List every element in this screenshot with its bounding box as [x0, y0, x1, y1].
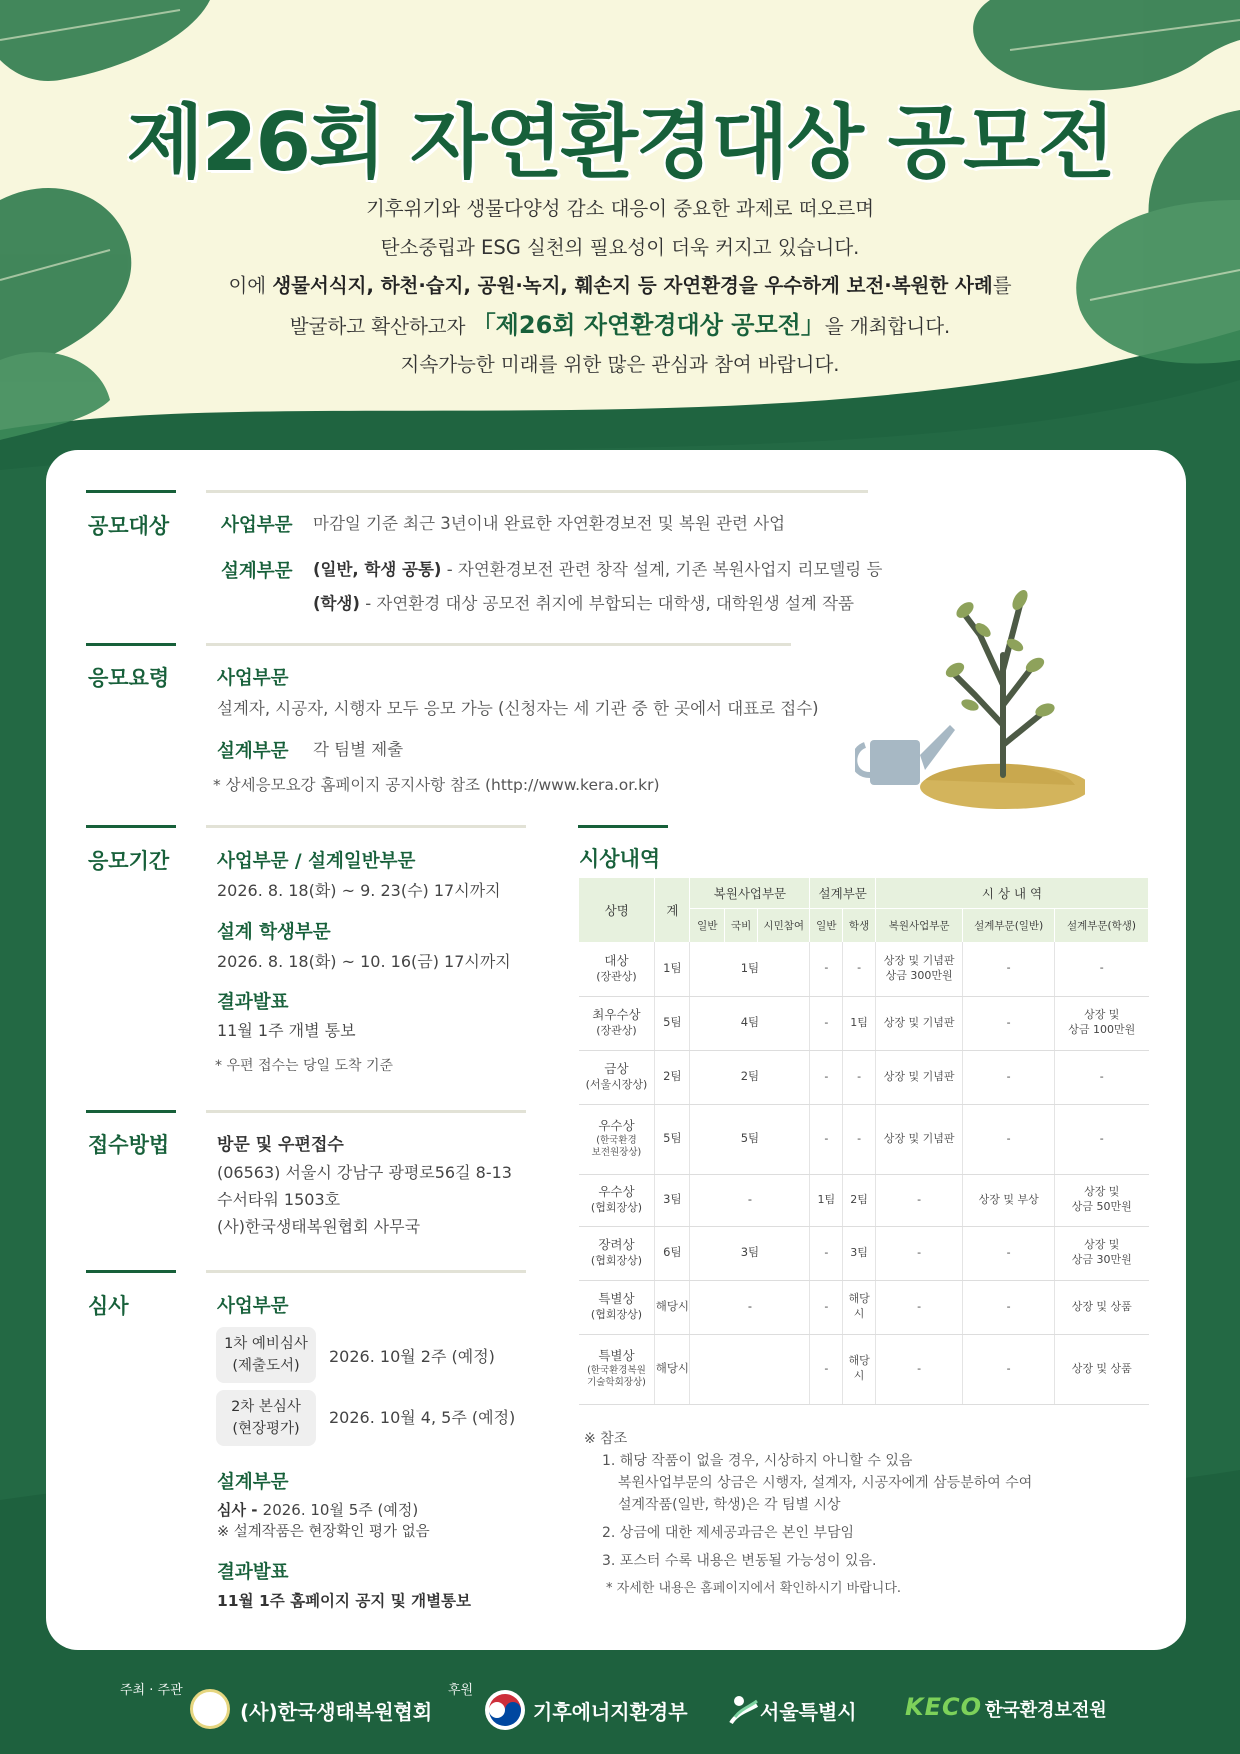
intro-line-2: 탄소중립과 ESG 실천의 필요성이 더욱 커지고 있습니다.: [380, 235, 860, 259]
review-rule-light: [206, 1270, 526, 1273]
award-biz-count-text: 2팀: [740, 1069, 760, 1084]
award-biz-count-text: -: [747, 1192, 752, 1207]
intro-line-4: [170, 306, 1070, 347]
target-design-label: 설계부문: [221, 561, 293, 582]
award-prize-design-general: [963, 996, 1055, 1050]
award-biz-count: [690, 942, 810, 996]
award-biz-count-text: 5팀: [740, 1131, 760, 1146]
award-total: [655, 1104, 690, 1174]
intro-line-3: [170, 267, 1070, 306]
awards-row: [579, 996, 1149, 1050]
award-total-text: 6팀: [663, 1245, 682, 1260]
award-prize-design-student: [1055, 996, 1149, 1050]
award-name: 우수상: [598, 1117, 635, 1133]
award-design-student-count-text: 3팀: [850, 1245, 868, 1259]
award-design-general-count-text: 1팀: [817, 1192, 836, 1206]
award-biz-count: [690, 1174, 810, 1226]
awards-col-prize-design-student: 설계부문(학생): [1055, 908, 1149, 942]
target-design-student-text: - 자연환경 대상 공모전 취지에 부합되는 대학생, 대학원생 설계 작품: [359, 594, 854, 613]
award-prize-biz-text: 상장 및 기념판: [883, 1015, 955, 1029]
award-prize-design-student: [1055, 1226, 1149, 1280]
apply-label: 응모요령: [88, 666, 170, 690]
award-name-cell: [579, 1050, 655, 1104]
footer-sponsor-label: 후원: [448, 1683, 474, 1698]
intro-line-3-suffix: 를: [992, 274, 1012, 297]
award-design-student-count-text: -: [857, 1069, 862, 1083]
taegeuk-icon: [484, 1689, 526, 1731]
awards-note-1: 1. 해당 작품이 없을 경우, 시상하지 아니할 수 있음: [602, 1453, 913, 1469]
award-biz-count: [690, 1226, 810, 1280]
review-step1-line1: 1차 예비심사: [224, 1336, 308, 1352]
award-design-student-count: [843, 1104, 876, 1174]
review-rule: [86, 1270, 176, 1273]
award-total: [655, 996, 690, 1050]
award-name: 금상: [604, 1061, 629, 1077]
award-prize-biz: [875, 942, 962, 996]
intro-line-3-prefix: 이에: [228, 274, 273, 297]
intro-text: [170, 190, 1070, 385]
award-design-student-count-text: 해당시: [848, 1292, 870, 1320]
award-design-student-count-text: 2팀: [850, 1192, 868, 1206]
awards-row: [579, 1280, 1149, 1334]
review-result-text: 11월 1주 홈페이지 공지 및 개별통보: [217, 1592, 471, 1610]
review-step1-pill: [216, 1327, 316, 1383]
award-prize-design-student-text: 상장 및 상금 100만원: [1068, 1008, 1136, 1036]
award-prize-design-student-text: 상장 및 상품: [1071, 1361, 1132, 1375]
award-prize-design-general-text: -: [1006, 1299, 1011, 1313]
award-prize-biz: [875, 996, 962, 1050]
award-design-student-count: [843, 1050, 876, 1104]
award-design-student-count-text: -: [857, 1131, 862, 1145]
award-biz-count-text: -: [747, 1299, 752, 1314]
award-design-student-count: [843, 996, 876, 1050]
submit-rule: [86, 1110, 176, 1113]
period-rule-light: [206, 825, 526, 828]
award-total-text: 1팀: [663, 960, 682, 975]
award-prize-design-general: [963, 1280, 1055, 1334]
award-prize-biz-text: 상장 및 기념판: [883, 1131, 955, 1145]
award-name-cell: [579, 1174, 655, 1226]
review-step1-line2: (제출도서): [232, 1358, 300, 1374]
award-design-student-count: [843, 1174, 876, 1226]
intro-line-4-highlight: 「제26회 자연환경대상 공모전」: [471, 310, 825, 339]
awards-table-body: [579, 942, 1149, 1404]
apply-design-text: 각 팀별 제출: [313, 740, 404, 759]
apply-rule: [86, 643, 176, 646]
footer-sponsor-3: 한국환경보전원: [985, 1700, 1107, 1721]
award-prize-biz-text: -: [917, 1245, 922, 1259]
award-name: 특별상: [598, 1291, 635, 1307]
award-design-general-count-text: -: [824, 1069, 829, 1083]
award-prize-biz-text: -: [917, 1192, 922, 1206]
period-rule: [86, 825, 176, 828]
target-design-common-bold: (일반, 학생 공통): [313, 560, 442, 579]
footer: [0, 1665, 1240, 1754]
submit-method: 방문 및 우편접수: [217, 1135, 344, 1155]
award-prize-biz-text: -: [917, 1299, 922, 1313]
award-name: 대상: [604, 952, 629, 968]
award-design-general-count: [810, 1174, 843, 1226]
submit-addr-1: (06563) 서울시 강남구 광평로56길 8-13: [217, 1163, 512, 1182]
award-total-text: 2팀: [663, 1069, 682, 1084]
award-name: 최우수상: [592, 1007, 641, 1023]
awards-row: [579, 1334, 1149, 1404]
award-prize-biz: [875, 1334, 962, 1404]
review-design-label: 설계부문: [217, 1472, 289, 1493]
target-label: 공모대상: [88, 514, 170, 538]
award-prize-biz-text: 상장 및 기념판: [883, 1069, 955, 1083]
award-name: 우수상: [598, 1184, 635, 1200]
award-prize-design-general-text: -: [1006, 1069, 1011, 1083]
keco-logo: KECO: [905, 1693, 983, 1721]
award-design-general-count: [810, 942, 843, 996]
intro-line-4-suffix: 을 개최합니다.: [824, 314, 951, 338]
award-prize-design-general: [963, 1104, 1055, 1174]
award-design-general-count-text: -: [824, 1015, 829, 1029]
award-design-general-count-text: -: [824, 1131, 829, 1145]
awards-notes: [584, 1428, 1032, 1600]
award-design-student-count: [843, 1226, 876, 1280]
review-biz-label: 사업부문: [217, 1296, 289, 1317]
award-design-student-count-text: 해당시: [848, 1354, 870, 1382]
award-name: 특별상: [598, 1347, 635, 1363]
review-step2-line2: (현장평가): [232, 1421, 300, 1437]
awards-note-4: * 자세한 내용은 홈페이지에서 확인하시기 바랍니다.: [606, 1581, 902, 1596]
apply-design-label: 설계부문: [217, 741, 289, 762]
period-note: * 우편 접수는 당일 도착 기준: [215, 1058, 394, 1074]
period-label: 응모기간: [88, 849, 170, 873]
awards-row: [579, 942, 1149, 996]
award-design-general-count-text: -: [824, 961, 829, 975]
award-total-text: 3팀: [663, 1192, 682, 1207]
award-total: [655, 1226, 690, 1280]
award-design-student-count: [843, 1280, 876, 1334]
review-step2-date: 2026. 10월 4, 5주 (예정): [329, 1408, 516, 1427]
award-name-cell: [579, 996, 655, 1050]
review-label: 심사: [88, 1294, 129, 1318]
awards-col-prize-group: 시 상 내 역: [875, 878, 1148, 908]
award-name-cell: [579, 1226, 655, 1280]
period-g1-text: 2026. 8. 18(화) ~ 9. 23(수) 17시까지: [217, 881, 501, 900]
awards-row: [579, 1226, 1149, 1280]
footer-host-label: 주최 · 주관: [120, 1683, 183, 1698]
award-design-general-count: [810, 1226, 843, 1280]
award-biz-count: [690, 1334, 810, 1404]
award-prize-design-student: [1055, 1280, 1149, 1334]
award-biz-count: [690, 1050, 810, 1104]
target-design-common-text: - 자연환경보전 관련 창작 설계, 기존 복원사업지 리모델링 등: [441, 560, 883, 579]
intro-line-5: 지속가능한 미래를 위한 많은 관심과 참여 바랍니다.: [400, 353, 840, 376]
award-prize-biz-text: 상장 및 기념판 상금 300만원: [883, 953, 955, 982]
review-step2-line1: 2차 본심사: [231, 1399, 301, 1415]
submit-addr-2: 수서타워 1503호: [217, 1190, 341, 1209]
award-prize-design-student-text: 상장 및 상품: [1071, 1299, 1132, 1313]
awards-note-1b: 복원사업부문의 상금은 시행자, 설계자, 시공자에게 삼등분하여 수여: [618, 1475, 1033, 1491]
award-total: [655, 1280, 690, 1334]
review-design-note: ※ 설계작품은 현장확인 평가 없음: [217, 1524, 430, 1540]
award-prize-design-general: [963, 1334, 1055, 1404]
award-design-general-count-text: -: [824, 1299, 829, 1313]
period-g2-label: 설계 학생부문: [217, 922, 331, 943]
target-design-student-bold: (학생): [313, 594, 360, 613]
awards-row: [579, 1174, 1149, 1226]
period-g3-text: 11월 1주 개별 통보: [217, 1021, 356, 1040]
tree-illustration: [855, 575, 1085, 815]
period-g3-label: 결과발표: [217, 992, 289, 1013]
award-issuer: (협회장상): [590, 1308, 642, 1322]
awards-title: 시상내역: [579, 847, 661, 871]
review-result-label: 결과발표: [217, 1562, 289, 1583]
award-prize-biz-text: -: [917, 1361, 922, 1375]
award-prize-design-general-text: -: [1006, 961, 1011, 975]
review-design-date-text: 2026. 10월 5주 (예정): [262, 1501, 419, 1519]
footer-sponsor-1: 기후에너지환경부: [533, 1700, 688, 1724]
intro-line-4-prefix: 발굴하고 확산하고자: [289, 314, 472, 338]
award-biz-count-text: 3팀: [740, 1245, 760, 1260]
award-prize-design-student: [1055, 1174, 1149, 1226]
award-prize-design-student-text: 상장 및 상금 50만원: [1071, 1185, 1132, 1213]
award-issuer: (장관상): [596, 969, 637, 983]
award-prize-design-general-text: -: [1006, 1015, 1011, 1029]
award-design-student-count: [843, 942, 876, 996]
award-biz-count-text: 4팀: [740, 1015, 760, 1030]
award-prize-design-student: [1055, 1334, 1149, 1404]
award-prize-biz: [875, 1050, 962, 1104]
award-design-student-count: [843, 1334, 876, 1404]
apply-biz-label: 사업부문: [217, 668, 289, 689]
awards-col-sub-general: 일반: [690, 908, 725, 942]
award-issuer: (협회장상): [590, 1201, 642, 1215]
award-total-text: 5팀: [663, 1131, 682, 1146]
awards-table: [578, 878, 1149, 1405]
awards-col-design-general: 일반: [810, 908, 843, 942]
award-issuer: (협회장상): [590, 1254, 642, 1268]
award-name-cell: [579, 1280, 655, 1334]
award-prize-biz: [875, 1280, 962, 1334]
awards-col-prize-biz: 복원사업부문: [875, 908, 962, 942]
award-biz-count: [690, 1104, 810, 1174]
award-total: [655, 1334, 690, 1404]
target-biz-text: 마감일 기준 최근 3년이내 완료한 자연환경보전 및 복원 관련 사업: [313, 514, 786, 533]
target-biz-label: 사업부문: [221, 515, 293, 536]
review-step1-date: 2026. 10월 2주 (예정): [329, 1347, 495, 1366]
footer-sponsor-2: 서울특별시: [760, 1700, 857, 1724]
awards-col-total: 계: [655, 878, 690, 942]
award-prize-design-student-text: 상장 및 상금 30만원: [1071, 1238, 1132, 1266]
target-rule-light: [206, 490, 868, 493]
award-biz-count-text: 1팀: [740, 960, 760, 975]
awards-col-design-group: 설계부문: [810, 878, 876, 908]
footer-host-org: (사)한국생태복원협회: [240, 1700, 433, 1724]
submit-rule-light: [206, 1110, 526, 1113]
award-prize-biz: [875, 1226, 962, 1280]
submit-label: 접수방법: [88, 1133, 170, 1157]
awards-col-design-student: 학생: [843, 908, 876, 942]
award-prize-design-general-text: -: [1006, 1131, 1011, 1145]
award-total-text: 해당시: [655, 1299, 690, 1314]
award-total: [655, 1050, 690, 1104]
award-total-text: 해당시: [655, 1361, 690, 1376]
awards-col-sub-national: 국비: [725, 908, 758, 942]
award-prize-design-general: [963, 1174, 1055, 1226]
award-prize-design-student-text: -: [1099, 961, 1104, 975]
poster-title: 제26회 자연환경대상 공모전: [126, 96, 1114, 189]
awards-rule: [578, 825, 668, 828]
target-design-student: [313, 592, 854, 615]
award-design-general-count: [810, 1280, 843, 1334]
award-design-general-count-text: -: [824, 1245, 829, 1259]
award-total: [655, 942, 690, 996]
intro-line-3-bold: 생물서식지, 하천·습지, 공원·녹지, 훼손지 등 자연환경을 우수하게 보전·복원한 사례: [272, 274, 993, 297]
awards-row: [579, 1104, 1149, 1174]
host-logo-icon: [190, 1689, 230, 1729]
period-g1-label: 사업부문 / 설계일반부문: [217, 851, 416, 872]
award-issuer: (한국환경복원 기술학회장상): [587, 1364, 646, 1389]
apply-rule-light: [206, 643, 791, 646]
submit-addr-3: (사)한국생태복원협회 사무국: [217, 1217, 421, 1236]
award-design-general-count: [810, 1104, 843, 1174]
award-design-general-count: [810, 996, 843, 1050]
award-prize-design-general-text: -: [1006, 1361, 1011, 1375]
award-design-general-count-text: -: [824, 1361, 829, 1375]
award-prize-design-general: [963, 1050, 1055, 1104]
award-prize-design-student: [1055, 1104, 1149, 1174]
award-prize-biz: [875, 1104, 962, 1174]
awards-col-biz-group: 복원사업부문: [690, 878, 810, 908]
award-name-cell: [579, 942, 655, 996]
award-name-cell: [579, 1334, 655, 1404]
award-prize-design-student: [1055, 1050, 1149, 1104]
awards-row: [579, 1050, 1149, 1104]
awards-col-name: 상명: [579, 878, 655, 942]
award-biz-count: [690, 1280, 810, 1334]
award-prize-design-general-text: -: [1006, 1245, 1011, 1259]
award-design-general-count: [810, 1050, 843, 1104]
award-design-student-count-text: 1팀: [850, 1015, 868, 1029]
awards-note-1c: 설계작품(일반, 학생)은 각 팀별 시상: [618, 1497, 841, 1513]
award-prize-design-general-text: 상장 및 부상: [978, 1192, 1039, 1206]
award-name-cell: [579, 1104, 655, 1174]
awards-note-3: 3. 포스터 수록 내용은 변동될 가능성이 있음.: [602, 1553, 877, 1569]
target-rule: [86, 490, 176, 493]
award-issuer: (서울시장상): [585, 1078, 648, 1092]
award-total-text: 5팀: [663, 1015, 682, 1030]
award-prize-design-student: [1055, 942, 1149, 996]
award-design-student-count-text: -: [857, 961, 862, 975]
target-design-common: [313, 558, 882, 581]
award-biz-count: [690, 996, 810, 1050]
award-issuer: (장관상): [596, 1024, 637, 1038]
review-design-bold: 심사 -: [217, 1501, 263, 1519]
awards-col-sub-citizen: 시민참여: [758, 908, 810, 942]
award-name: 장려상: [598, 1237, 635, 1253]
award-prize-design-student-text: -: [1099, 1131, 1104, 1145]
apply-note: * 상세응모요강 홈페이지 공지사항 참조 (http://www.kera.or.kr): [213, 776, 660, 794]
award-design-general-count: [810, 1334, 843, 1404]
award-prize-design-general: [963, 942, 1055, 996]
award-prize-biz: [875, 1174, 962, 1226]
award-prize-design-general: [963, 1226, 1055, 1280]
awards-note-2: 2. 상금에 대한 제세공과금은 본인 부담임: [602, 1525, 854, 1541]
award-total: [655, 1174, 690, 1226]
intro-line-1: 기후위기와 생물다양성 감소 대응이 중요한 과제로 떠오르며: [365, 197, 875, 220]
review-design-date: [217, 1499, 418, 1520]
apply-biz-text: 설계자, 시공자, 시행자 모두 응모 가능 (신청자는 세 기관 중 한 곳에서 대표로 접수): [217, 699, 819, 718]
seoul-logo-icon: [727, 1693, 761, 1727]
awards-notes-title: ※ 참조: [584, 1431, 628, 1447]
award-prize-design-student-text: -: [1099, 1069, 1104, 1083]
period-g2-text: 2026. 8. 18(화) ~ 10. 16(금) 17시까지: [217, 952, 511, 971]
awards-col-prize-design-general: 설계부문(일반): [963, 908, 1055, 942]
award-issuer: (한국환경 보전원장상): [591, 1134, 642, 1159]
review-step2-pill: [216, 1390, 316, 1446]
